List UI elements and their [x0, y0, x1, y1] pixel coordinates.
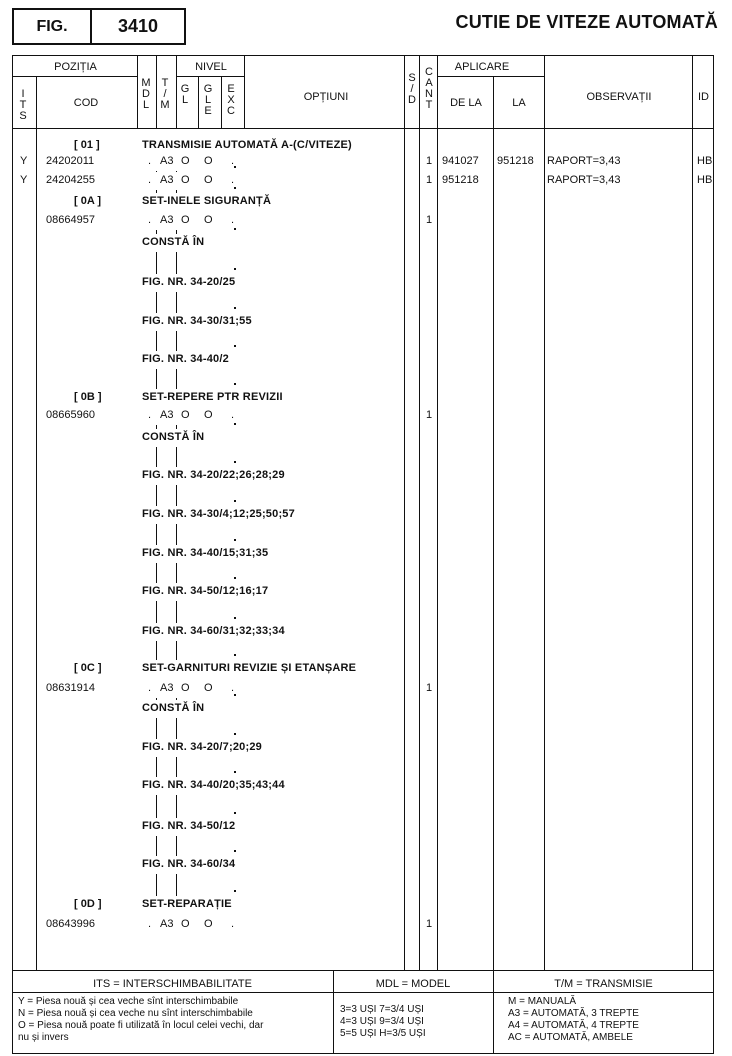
option-text: CONSTĂ ÎN: [142, 431, 205, 443]
applied-from-cell: 941027: [442, 155, 479, 167]
rule-legend-top: [12, 970, 714, 971]
col-header-observatii: OBSERVAȚII: [586, 91, 652, 103]
column-dot: [234, 345, 236, 347]
table-row: [0, 236, 732, 254]
column-dot: [234, 890, 236, 892]
model-cell: .: [148, 682, 152, 694]
col-header-mdl: M D L: [141, 77, 151, 111]
legend-mdl-line: 5=5 UȘI H=3/5 UȘI: [340, 1028, 426, 1039]
column-dot: [234, 733, 236, 735]
column-tick: [176, 836, 177, 856]
column-tick: [176, 331, 177, 351]
level-exc-cell: .: [231, 682, 235, 694]
column-dot: [234, 539, 236, 541]
table-row: [0, 276, 732, 294]
code-cell: 08643996: [46, 918, 95, 930]
id-cell: HB: [697, 155, 713, 167]
vrule-tm-header: [176, 55, 177, 128]
option-text: FIG. NR. 34-50/12;16;17: [142, 585, 269, 597]
option-text: FIG. NR. 34-40/2: [142, 353, 229, 365]
column-dot: [234, 268, 236, 270]
col-header-cant: C A N T: [425, 66, 433, 111]
table-row: [0, 409, 732, 427]
table-row: [0, 682, 732, 700]
column-tick: [156, 230, 157, 234]
level-exc-cell: .: [231, 174, 235, 186]
code-cell: 08665960: [46, 409, 95, 421]
level-gl-cell: O: [181, 174, 190, 186]
column-dot: [234, 850, 236, 852]
table-row: [0, 353, 732, 371]
legend-its-line: O = Piesa nouă poate fi utilizată în locul celei vechi, dar: [18, 1020, 264, 1031]
column-dot: [234, 187, 236, 189]
col-header-its: I T S: [19, 88, 27, 122]
quantity-cell: 1: [426, 409, 433, 421]
column-tick: [156, 171, 157, 172]
column-tick: [176, 795, 177, 818]
col-header-aplicare: APLICARE: [454, 61, 510, 73]
vrule-gle-header: [221, 76, 222, 128]
level-gle-cell: O: [204, 409, 213, 421]
column-tick: [156, 485, 157, 506]
legend-mdl-line: 4=3 UȘI 9=3/4 UȘI: [340, 1016, 424, 1027]
transmission-cell: A3: [160, 155, 174, 167]
column-tick: [176, 447, 177, 467]
option-text: FIG. NR. 34-40/20;35;43;44: [142, 779, 285, 791]
column-tick: [176, 171, 177, 172]
legend-mdl-line: 3=3 UȘI 7=3/4 UȘI: [340, 1004, 424, 1015]
column-dot: [234, 228, 236, 230]
column-dot: [234, 500, 236, 502]
column-dot: [234, 617, 236, 619]
legend-tm-lines: [508, 996, 708, 1044]
col-header-gl: G L: [180, 83, 190, 106]
column-dot: [234, 461, 236, 463]
col-header-pozitia: POZIȚIA: [54, 61, 97, 73]
observations-cell: RAPORT=3,43: [547, 174, 621, 186]
col-header-id: ID: [698, 91, 709, 103]
table-row: [0, 547, 732, 565]
table-row: [0, 741, 732, 759]
its-cell: Y: [20, 155, 28, 167]
option-text: CONSTĂ ÎN: [142, 702, 205, 714]
table-row: [0, 391, 732, 409]
option-text: FIG. NR. 34-20/7;20;29: [142, 741, 262, 753]
level-exc-cell: .: [231, 918, 235, 930]
column-tick: [176, 190, 177, 193]
column-tick: [156, 601, 157, 623]
table-row: [0, 174, 732, 192]
col-header-gle: G L E: [203, 83, 213, 117]
position-group-code: [ 0C ]: [74, 662, 102, 674]
table-row: [0, 820, 732, 838]
table-row: [0, 315, 732, 333]
observations-cell: RAPORT=3,43: [547, 155, 621, 167]
table-row: [0, 585, 732, 603]
table-row: [0, 155, 732, 173]
column-tick: [156, 795, 157, 818]
its-cell: Y: [20, 174, 28, 186]
level-gl-cell: O: [181, 155, 190, 167]
column-dot: [234, 383, 236, 385]
figure-label: FIG.: [14, 10, 92, 43]
rule-legend-title: [12, 992, 714, 993]
legend-tm-title: T/M = TRANSMISIE: [554, 978, 653, 990]
level-gl-cell: O: [181, 918, 190, 930]
column-tick: [156, 292, 157, 313]
column-tick: [176, 252, 177, 274]
table-row: [0, 702, 732, 720]
column-tick: [176, 230, 177, 234]
column-tick: [156, 369, 157, 389]
legend-its-title: ITS = INTERSCHIMBABILITATE: [93, 978, 252, 990]
column-dot: [234, 654, 236, 656]
table-row: [0, 662, 732, 680]
table-row: [0, 898, 732, 916]
option-text: FIG. NR. 34-20/25: [142, 276, 236, 288]
option-text: FIG. NR. 34-20/22;26;28;29: [142, 469, 285, 481]
transmission-cell: A3: [160, 174, 174, 186]
column-tick: [156, 836, 157, 856]
column-tick: [156, 563, 157, 583]
column-dot: [234, 812, 236, 814]
column-tick: [176, 757, 177, 777]
model-cell: .: [148, 174, 152, 186]
table-row: [0, 858, 732, 876]
legend-tm-line: M = MANUALĂ: [508, 996, 577, 1007]
column-tick: [176, 292, 177, 313]
column-tick: [156, 718, 157, 739]
option-group-title: SET-INELE SIGURANȚĂ: [142, 195, 272, 207]
position-group-code: [ 0A ]: [74, 195, 102, 207]
col-header-sd: S / D: [408, 72, 416, 106]
col-header-la: LA: [512, 97, 526, 109]
vrule-mdl-header: [156, 55, 157, 128]
level-gl-cell: O: [181, 409, 190, 421]
level-gl-cell: O: [181, 682, 190, 694]
transmission-cell: A3: [160, 214, 174, 226]
position-group-code: [ 0D ]: [74, 898, 102, 910]
rule-pozitia: [12, 76, 137, 77]
column-dot: [234, 694, 236, 696]
column-tick: [156, 447, 157, 467]
column-dot: [234, 307, 236, 309]
column-tick: [156, 190, 157, 193]
transmission-cell: A3: [160, 918, 174, 930]
vrule-exc-header: [244, 55, 245, 128]
column-dot: [234, 771, 236, 773]
quantity-cell: 1: [426, 918, 433, 930]
legend-its-line: nu și invers: [18, 1032, 69, 1043]
legend-tm-line: A3 = AUTOMATĂ, 3 TREPTE: [508, 1008, 639, 1019]
level-gle-cell: O: [204, 155, 213, 167]
column-tick: [156, 757, 157, 777]
quantity-cell: 1: [426, 682, 433, 694]
rule-nivel: [176, 76, 244, 77]
column-tick: [156, 698, 157, 700]
level-gle-cell: O: [204, 918, 213, 930]
rule-header-bottom: [12, 128, 714, 129]
legend-its-line: N = Piesa nouă și cea veche nu sînt interschimbabile: [18, 1008, 253, 1019]
legend-its-line: Y = Piesa nouă și cea veche sînt interschimbabile: [18, 996, 239, 1007]
table-row: [0, 195, 732, 213]
quantity-cell: 1: [426, 155, 433, 167]
col-header-tm: T / M: [160, 77, 170, 111]
col-header-nivel: NIVEL: [195, 61, 227, 73]
table-row: [0, 625, 732, 643]
option-text: FIG. NR. 34-30/4;12;25;50;57: [142, 508, 295, 520]
column-tick: [176, 698, 177, 700]
column-tick: [176, 874, 177, 896]
option-text: FIG. NR. 34-60/31;32;33;34: [142, 625, 285, 637]
column-dot: [234, 423, 236, 425]
column-tick: [156, 331, 157, 351]
column-tick: [176, 524, 177, 545]
column-dot: [234, 166, 236, 168]
vrule-cod-header: [137, 55, 138, 128]
applied-to-cell: 951218: [497, 155, 534, 167]
column-tick: [156, 524, 157, 545]
column-tick: [176, 485, 177, 506]
level-exc-cell: .: [231, 155, 235, 167]
model-cell: .: [148, 409, 152, 421]
table-row: [0, 431, 732, 449]
legend-tm-line: AC = AUTOMATĂ, AMBELE: [508, 1032, 633, 1043]
column-tick: [156, 425, 157, 429]
position-group-code: [ 0B ]: [74, 391, 102, 403]
column-tick: [176, 718, 177, 739]
code-cell: 08664957: [46, 214, 95, 226]
table-row: [0, 214, 732, 232]
legend-tm-line: A4 = AUTOMATĂ, 4 TREPTE: [508, 1020, 639, 1031]
level-exc-cell: .: [231, 409, 235, 421]
level-gl-cell: O: [181, 214, 190, 226]
option-text: CONSTĂ ÎN: [142, 236, 205, 248]
code-cell: 24202011: [46, 155, 95, 167]
column-tick: [156, 252, 157, 274]
vrule-gl-header: [198, 76, 199, 128]
model-cell: .: [148, 918, 152, 930]
rule-aplicare: [437, 76, 544, 77]
col-header-optiuni: OPȚIUNI: [303, 91, 349, 103]
column-tick: [176, 641, 177, 660]
applied-from-cell: 951218: [442, 174, 479, 186]
column-tick: [156, 874, 157, 896]
model-cell: .: [148, 155, 152, 167]
legend-its-lines: [18, 996, 330, 1044]
option-text: FIG. NR. 34-50/12: [142, 820, 236, 832]
transmission-cell: A3: [160, 682, 174, 694]
legend-mdl-title: MDL = MODEL: [375, 978, 451, 990]
table-row: [0, 918, 732, 936]
table-row: [0, 508, 732, 526]
col-header-de-la: DE LA: [450, 97, 482, 109]
level-gle-cell: O: [204, 174, 213, 186]
column-dot: [234, 577, 236, 579]
column-tick: [176, 425, 177, 429]
figure-number: 3410: [117, 16, 159, 36]
option-text: FIG. NR. 34-60/34: [142, 858, 236, 870]
option-group-title: SET-REPARAȚIE: [142, 898, 232, 910]
level-gle-cell: O: [204, 214, 213, 226]
column-tick: [156, 641, 157, 660]
level-gle-cell: O: [204, 682, 213, 694]
option-group-title: TRANSMISIE AUTOMATĂ A-(C/VITEZE): [142, 139, 352, 151]
col-header-cod: COD: [73, 97, 99, 109]
table-row: [0, 469, 732, 487]
option-text: FIG. NR. 34-40/15;31;35: [142, 547, 269, 559]
option-text: FIG. NR. 34-30/31;55: [142, 315, 252, 327]
column-tick: [176, 601, 177, 623]
code-cell: 08631914: [46, 682, 95, 694]
col-header-exc: E X C: [227, 83, 235, 117]
page-title: CUTIE DE VITEZE AUTOMATĂ: [455, 12, 718, 32]
column-tick: [176, 369, 177, 389]
legend-mdl-lines: [340, 1004, 490, 1040]
quantity-cell: 1: [426, 174, 433, 186]
option-group-title: SET-GARNITURI REVIZIE ȘI ETANȘARE: [142, 662, 357, 674]
model-cell: .: [148, 214, 152, 226]
code-cell: 24204255: [46, 174, 95, 186]
option-group-title: SET-REPERE PTR REVIZII: [142, 391, 283, 403]
level-exc-cell: .: [231, 214, 235, 226]
position-group-code: [ 01 ]: [74, 139, 100, 151]
table-row: [0, 779, 732, 797]
id-cell: HB: [697, 174, 713, 186]
column-tick: [176, 563, 177, 583]
figure-number-box: [12, 8, 186, 45]
quantity-cell: 1: [426, 214, 433, 226]
transmission-cell: A3: [160, 409, 174, 421]
